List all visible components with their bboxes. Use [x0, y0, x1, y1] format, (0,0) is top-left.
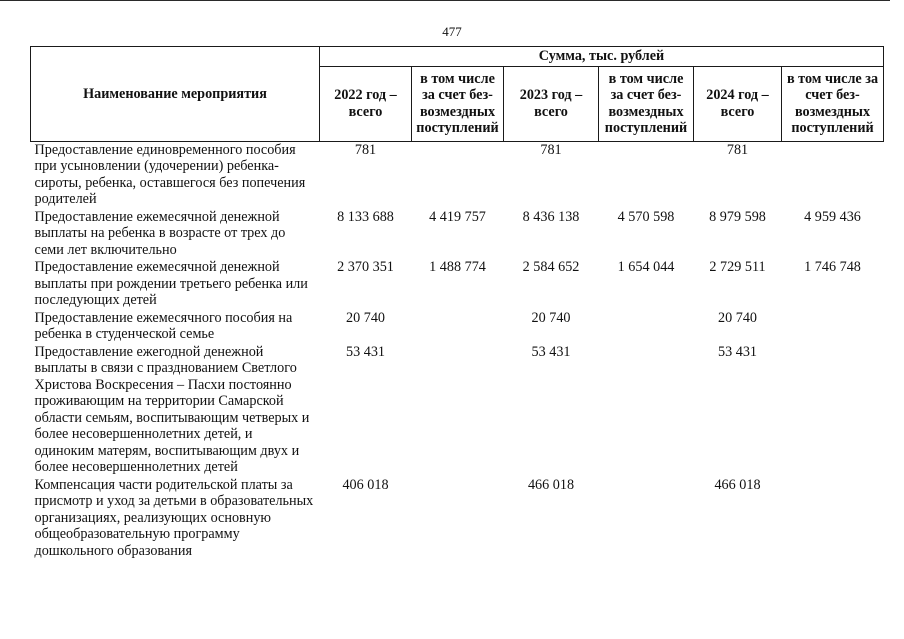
- activity-name-cell: Предоставление единовременного пособия при усыновлении (удочерении) ребенка-сироты, ребенка, оставшегося без попечения родителей: [34, 141, 306, 207]
- header-row-top: [31, 47, 884, 67]
- value-2023-total: 8 436 138: [522, 208, 580, 225]
- value-2022-total: 2 370 351: [337, 259, 394, 275]
- value-2022-total: 406 018: [342, 476, 389, 493]
- table-header: [31, 47, 884, 142]
- year-2024-grants-header: в том числе за счет без-возмездных поступлений: [782, 66, 884, 141]
- value-2024-grants: 1 746 748: [804, 259, 861, 275]
- year-2024-total-header: 2024 год – всего: [694, 66, 782, 141]
- value-2022-grants: [412, 344, 504, 477]
- value-2023-grants: [599, 141, 694, 209]
- value-2024-grants: [782, 310, 884, 344]
- activity-name-cell: Предоставление ежемесячного пособия на ребенка в студенческой семье: [34, 309, 293, 342]
- page-number: 477: [442, 24, 462, 39]
- value-2023-total: 466 018: [527, 476, 575, 493]
- value-2022-grants: 4 419 757: [429, 208, 486, 225]
- table-body: [31, 141, 884, 560]
- value-2023-grants: [599, 310, 694, 344]
- value-2022-total: 53 431: [345, 343, 385, 360]
- value-2022-grants: [412, 477, 504, 561]
- value-2023-grants: 4 570 598: [617, 208, 675, 225]
- value-2022-total: 781: [354, 141, 377, 158]
- value-2023-grants: 1 654 044: [617, 259, 675, 275]
- value-2022-grants: [412, 141, 504, 209]
- sum-header: Сумма, тыс. рублей: [320, 47, 884, 67]
- value-2024-grants: 4 959 436: [804, 208, 861, 225]
- activity-name-cell: Компенсация части родительской платы за присмотр и уход за детьми в образовательных организациях, реализующих основную общеобразовательную программу дошкольного образования: [34, 476, 314, 559]
- value-2022-total: 8 133 688: [337, 208, 394, 225]
- value-2022-grants: 1 488 774: [429, 259, 486, 275]
- table-row: [31, 259, 884, 310]
- activity-name-cell: Предоставление ежемесячной денежной выплаты на ребенка в возрасте от трех до семи лет включительно: [34, 208, 286, 258]
- value-2024-grants: [782, 141, 884, 209]
- value-2022-grants: [412, 310, 504, 344]
- year-2022-total-header: 2022 год – всего: [320, 66, 412, 141]
- value-2023-total: 53 431: [531, 343, 571, 360]
- value-2022-total: 20 740: [345, 309, 385, 326]
- table-row: [31, 344, 884, 477]
- value-2024-total: 781: [726, 141, 749, 158]
- value-2023-total: 781: [540, 141, 562, 158]
- top-rule: [0, 0, 890, 1]
- value-2024-total: 2 729 511: [709, 259, 766, 275]
- value-2024-total: 466 018: [714, 476, 761, 493]
- year-2023-total-header: 2023 год – всего: [504, 66, 599, 141]
- value-2024-total: 20 740: [717, 309, 757, 326]
- table-row: [31, 141, 884, 209]
- activity-name-cell: Предоставление ежемесячной денежной выплаты при рождении третьего ребенка или последующих детей: [34, 259, 308, 308]
- table-row: [31, 477, 884, 561]
- value-2024-total: 8 979 598: [709, 208, 766, 225]
- value-2024-grants: [782, 477, 884, 561]
- year-2023-grants-header: в том числе за счет без-возмездных поступлений: [599, 66, 694, 141]
- value-2023-grants: [599, 344, 694, 477]
- value-2023-total: 20 740: [531, 309, 571, 326]
- table-row: [31, 310, 884, 344]
- activity-name-cell: Предоставление ежегодной денежной выплаты в связи с празднованием Светлого Христова Воскресения – Пасхи постоянно проживающим на территории Самарской области семьям, воспитывающим четверых и более несовершеннолетних детей, и одиноким матерям, воспитывающим двух и более несовершеннолетних детей: [34, 343, 310, 475]
- table-row: [31, 209, 884, 260]
- year-2022-grants-header: в том числе за счет без-возмездных поступлений: [412, 66, 504, 141]
- value-2023-total: 2 584 652: [522, 259, 580, 275]
- budget-table: [30, 46, 884, 560]
- value-2024-grants: [782, 344, 884, 477]
- value-2024-total: 53 431: [717, 343, 757, 360]
- value-2023-grants: [599, 477, 694, 561]
- activity-name-header: Наименование мероприятия: [31, 47, 320, 142]
